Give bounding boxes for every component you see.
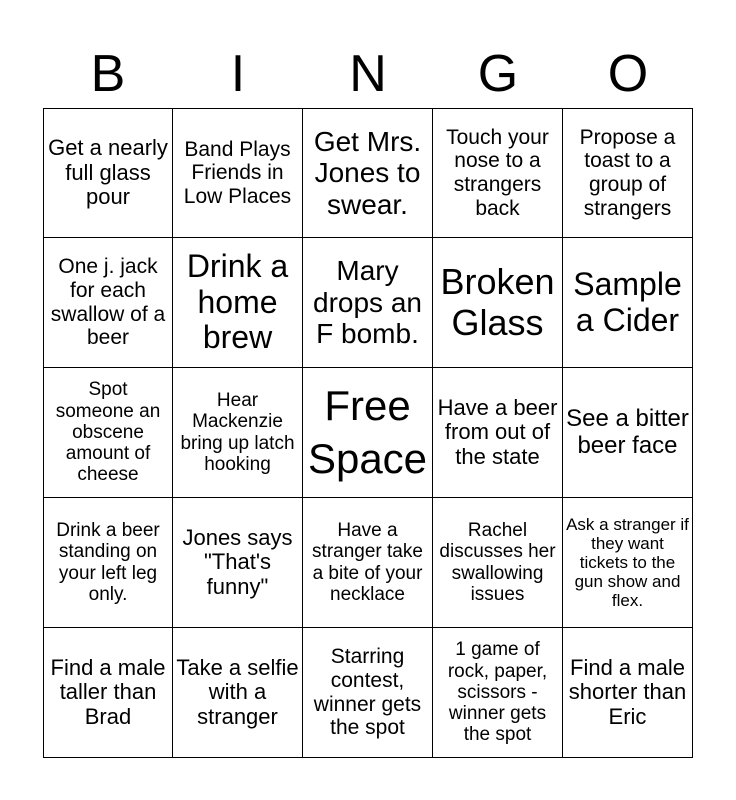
bingo-cell[interactable] [43,628,173,758]
bingo-cell[interactable] [563,108,693,238]
free-space-cell[interactable] [303,368,433,498]
bingo-cell[interactable] [433,498,563,628]
bingo-card-grid [43,108,693,758]
bingo-cell[interactable] [43,498,173,628]
bingo-cell[interactable] [303,498,433,628]
cell-text: Drink a home brew [186,247,289,356]
bingo-cell[interactable] [563,368,693,498]
cell-text: Mary drops an F bomb. [313,255,422,350]
bingo-cell[interactable] [433,238,563,368]
bingo-cell[interactable] [173,498,303,628]
header-letter-g: G [477,45,519,103]
bingo-cell[interactable] [563,498,693,628]
cell-text: Have a beer from out of the state [437,394,558,469]
header-letter-i: I [230,45,246,103]
bingo-cell[interactable] [303,628,433,758]
cell-text: 1 game of rock, paper, scissors - winner gets the spot [447,639,548,746]
bingo-cell[interactable] [173,108,303,238]
cell-text: Band Plays Friends in Low Places [183,137,292,208]
bingo-cell[interactable] [563,628,693,758]
cell-text: Take a selfie with a stranger [176,654,299,729]
bingo-cell[interactable] [43,108,173,238]
header-letter-b: B [90,45,126,103]
cell-text: See a bitter beer face [566,404,689,459]
bingo-cell[interactable] [173,238,303,368]
cell-text: Jones says "That's funny" [182,524,293,599]
cell-text: Find a male shorter than Eric [568,654,687,729]
header-letter-n: N [349,45,387,103]
bingo-cell[interactable] [43,238,173,368]
bingo-cell[interactable] [43,368,173,498]
cell-text: Find a male taller than Brad [50,654,166,729]
bingo-cell[interactable] [563,238,693,368]
bingo-cell[interactable] [173,628,303,758]
cell-text: One j. jack for each swallow of a beer [50,255,166,350]
bingo-cell[interactable] [303,238,433,368]
bingo-cell[interactable] [433,108,563,238]
cell-text: Starring contest, winner gets the spot [313,645,422,740]
cell-text: Propose a toast to a group of strangers [579,125,676,220]
cell-text: Broken Glass [440,261,555,343]
cell-text: Drink a beer standing on your left leg only. [56,519,160,605]
cell-text: Spot someone an obscene amount of cheese [55,379,161,486]
bingo-header [43,40,693,108]
header-letter-o: O [607,45,649,103]
cell-text: Rachel discusses her swallowing issues [439,519,556,605]
cell-text: Sample a Cider [573,265,682,338]
cell-text: Ask a stranger if they want tickets to the gun show and flex. [566,514,689,611]
bingo-cell[interactable] [433,628,563,758]
cell-text: Free Space [307,382,428,482]
cell-text: Get Mrs. Jones to swear. [313,125,422,220]
cell-text: Have a stranger take a bite of your necklace [312,519,423,605]
cell-text: Get a nearly full glass pour [48,135,168,210]
cell-text: Touch your nose to a strangers back [446,125,549,220]
bingo-cell[interactable] [433,368,563,498]
bingo-cell[interactable] [303,108,433,238]
cell-text: Hear Mackenzie bring up latch hooking [180,389,295,475]
bingo-cell[interactable] [173,368,303,498]
